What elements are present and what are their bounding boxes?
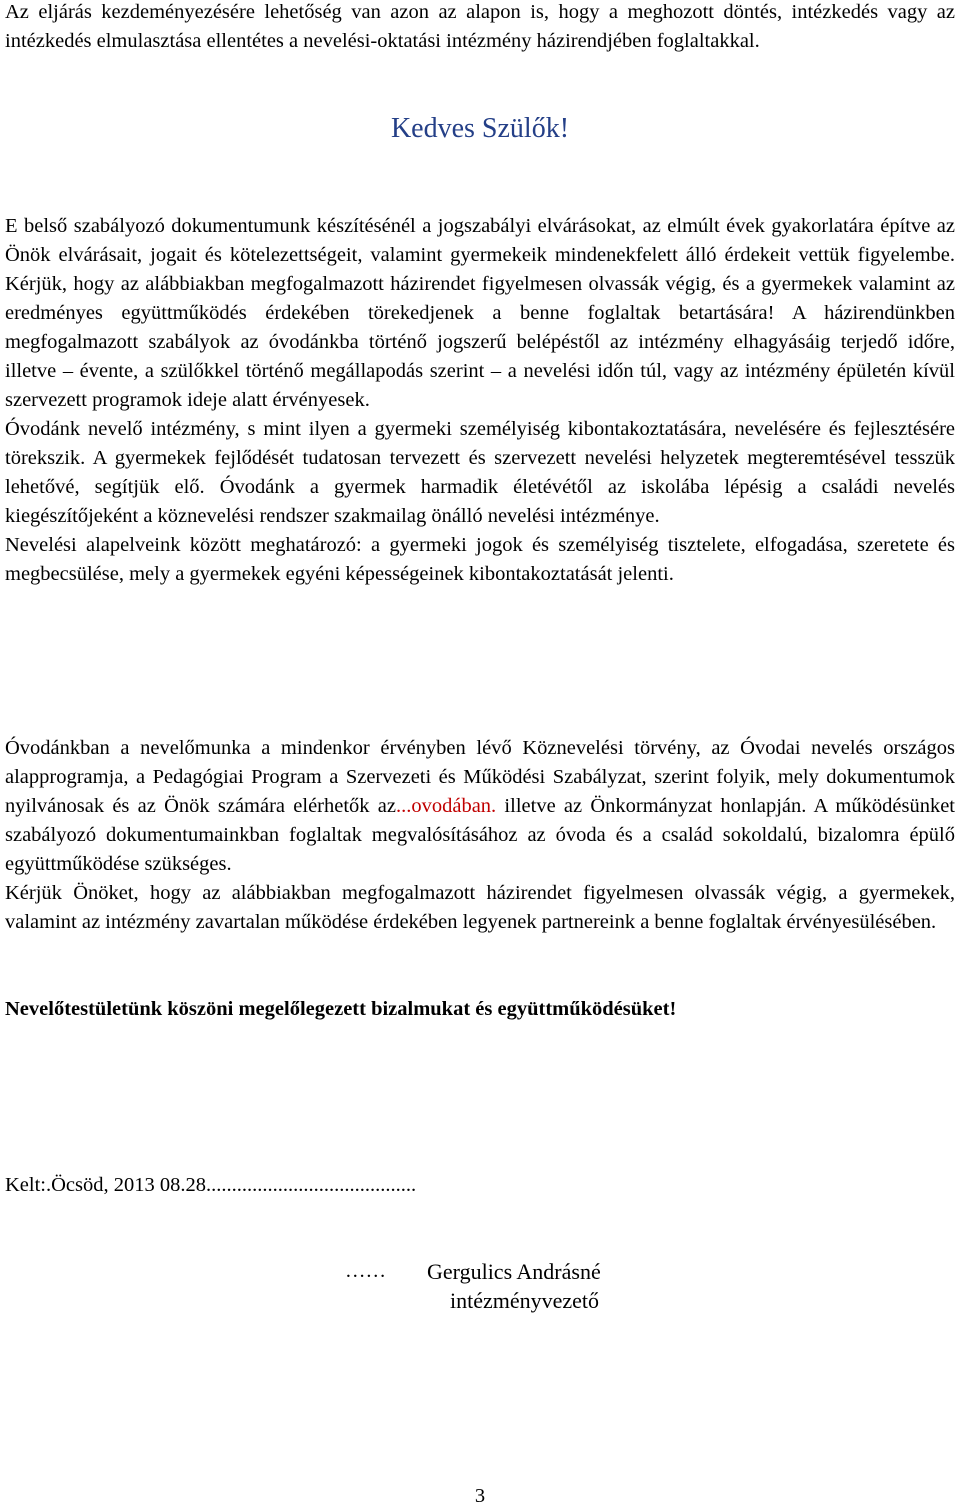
thanks-statement: Nevelőtestületünk köszöni megelőlegezett bizalmukat és együttműködésüket! <box>5 998 677 1020</box>
paragraph-kindergarten-role: Óvodánk nevelő intézmény, s mint ilyen a gyermeki személyiség kibontakoztatására, nevelésére és fejlesztésére törekszik. A gyermekek fejlődését tudatosan tervezett és szervezett nevelési helyzetek megteremtésével tesszük lehetővé, segítjük elő. Óvodánk a gyermek harmadik életévétől az iskolába lépésig a családi nevelés kiegészítőjeként a köznevelési rendszer szakmailag önálló nevelési intézménye. <box>5 418 955 527</box>
intro-paragraph: Az eljárás kezdeményezésére lehetőség van azon az alapon is, hogy a meghozott döntés, intézkedés vagy az intézkedés elmulasztása ellentétes a nevelési-oktatási intézmény házirendjében foglaltakkal. <box>5 1 955 52</box>
signatory-title: intézményvezető <box>450 1288 600 1313</box>
paragraph-principles: Nevelési alapelveink között meghatározó: a gyermeki jogok és személyiség tisztelete, elfogadása, szeretete és megbecsülése, mely a gyermekek egyéni képességeinek kibontakoztatását jelenti. <box>5 534 955 585</box>
documents-text-end: illetve az Önkormányzat honlapján. A működésünket szabályozó dokumentumainkban foglaltak megvalósításához az óvoda és a család sokoldalú, bizalomra épülő együttműködése szükséges. <box>5 795 955 875</box>
paragraph-documents <box>5 734 955 879</box>
signature-dots: …… <box>345 1260 386 1282</box>
paragraph-request: Kérjük Önöket, hogy az alábbiakban megfogalmazott házirendet figyelmesen olvassák végig, a gyermekek, valamint az intézmény zavartalan működése érdekében legyenek partnereink a benne foglaltak érvényesülésében. <box>5 882 955 933</box>
date-line: Kelt:.Öcsöd, 2013 08.28......................................... <box>5 1174 417 1196</box>
section-parents-intro <box>5 212 955 589</box>
documents-text-start: Óvodánkban a nevelőmunka a mindenkor érvényben lévő Köznevelési törvény, az Óvodai nevelés országos alapprogramja, a Pedagógiai Program a Szervezeti és Működési Szabályzat, szerint folyik, mely dokumentumok nyilvánosak és az Önök számára elérhetők az <box>5 737 955 817</box>
signatory-name: Gergulics Andrásné <box>427 1259 601 1284</box>
kindergarten-link[interactable]: ...ovodában. <box>395 795 497 817</box>
greeting-heading: Kedves Szülők! <box>390 113 570 144</box>
section-documents <box>5 734 955 937</box>
paragraph-house-rules: E belső szabályozó dokumentumunk készítésénél a jogszabályi elvárásokat, az elmúlt évek gyakorlatára építve az Önök elvárásait, jogait és kötelezettségeit, valamint gyermekeik mindenekfelett álló érdekeit vettük figyelembe. Kérjük, hogy az alábbiakban megfogalmazott házirendet figyelmesen olvassák végig, és a gyermekek valamint az eredményes együttműködés érdekében törekedjenek a benne foglaltak betartására! A házirendünkben megfogalmazott szabályok az óvodánkba történő jogszerű belépéstől az intézmény elhagyásáig terjedő időre, illetve – évente, a szülőkkel történő megállapodás szerint – a nevelési időn túl, vagy az intézmény épületén kívül szervezett programok ideje alatt érvényesek. <box>5 215 955 411</box>
page-number: 3 <box>474 1485 486 1507</box>
